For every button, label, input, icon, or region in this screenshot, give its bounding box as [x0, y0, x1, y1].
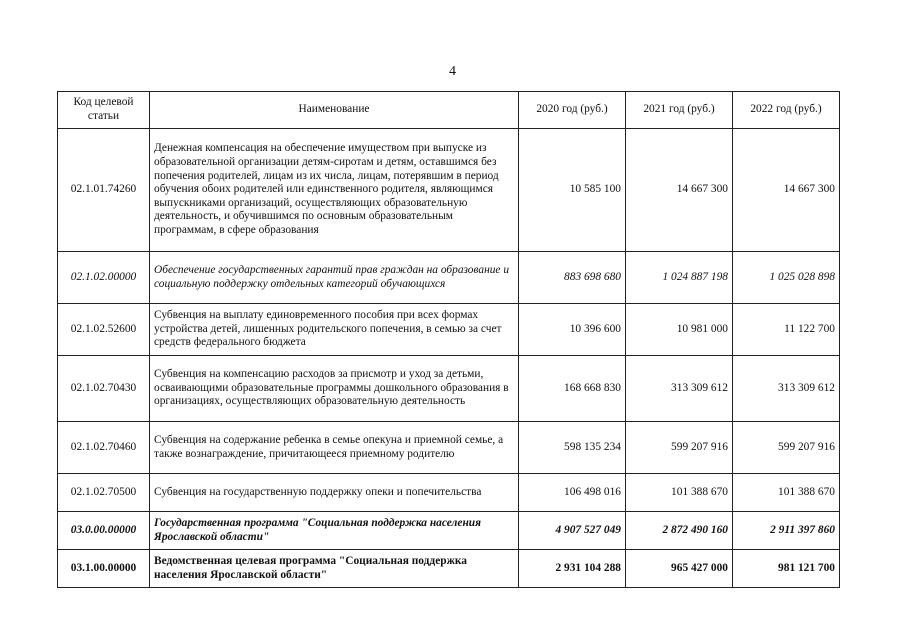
- row-value-2020: 2 931 104 288: [519, 550, 626, 588]
- row-code: 02.1.02.52600: [58, 304, 150, 356]
- header-2021: 2021 год (руб.): [626, 92, 733, 129]
- row-name: Обеспечение государственных гарантий прав граждан на образование и социальную поддержку отдельных категорий обучающихся: [150, 252, 519, 304]
- header-name: Наименование: [150, 92, 519, 129]
- row-value-2021: 965 427 000: [626, 550, 733, 588]
- budget-table: [57, 91, 840, 588]
- row-name: Субвенция на компенсацию расходов за присмотр и уход за детьми, осваивающими образовательные программы дошкольного образования в организациях, осуществляющих образовательную деятельность: [150, 356, 519, 422]
- row-code: 03.1.00.00000: [58, 550, 150, 588]
- header-2022: 2022 год (руб.): [733, 92, 840, 129]
- row-value-2021: 1 024 887 198: [626, 252, 733, 304]
- header-code: Код целевой статьи: [58, 92, 150, 129]
- row-code: 02.1.02.70430: [58, 356, 150, 422]
- row-value-2021: 2 872 490 160: [626, 512, 733, 550]
- row-value-2022: 14 667 300: [733, 129, 840, 252]
- table-row: [58, 252, 840, 304]
- table-row: [58, 356, 840, 422]
- row-value-2020: 10 585 100: [519, 129, 626, 252]
- row-value-2021: 14 667 300: [626, 129, 733, 252]
- row-name: Субвенция на содержание ребенка в семье опекуна и приемной семье, а также вознаграждение, причитающееся приемному родителю: [150, 422, 519, 474]
- row-value-2022: 2 911 397 860: [733, 512, 840, 550]
- row-value-2021: 10 981 000: [626, 304, 733, 356]
- row-value-2020: 10 396 600: [519, 304, 626, 356]
- row-value-2022: 1 025 028 898: [733, 252, 840, 304]
- row-name: Денежная компенсация на обеспечение имуществом при выпуске из образовательной организации детям-сиротам и детям, оставшимся без попечения родителей, лицам из их числа, лицам, потерявшим в период обучения обоих родителей или единственного родителя, являющимся выпускниками организаций, осуществляющих образовательную деятельность, и обучившимся по основным образовательным программам, в сфере образования: [150, 129, 519, 252]
- row-code: 02.1.02.00000: [58, 252, 150, 304]
- row-value-2020: 598 135 234: [519, 422, 626, 474]
- row-name: Субвенция на выплату единовременного пособия при всех формах устройства детей, лишенных родительского попечения, в семью за счет средств федерального бюджета: [150, 304, 519, 356]
- row-value-2021: 313 309 612: [626, 356, 733, 422]
- row-code: 03.0.00.00000: [58, 512, 150, 550]
- row-code: 02.1.02.70460: [58, 422, 150, 474]
- table-row: [58, 550, 840, 588]
- row-code: 02.1.01.74260: [58, 129, 150, 252]
- row-value-2022: 599 207 916: [733, 422, 840, 474]
- row-value-2022: 981 121 700: [733, 550, 840, 588]
- row-value-2020: 106 498 016: [519, 474, 626, 512]
- row-value-2021: 599 207 916: [626, 422, 733, 474]
- row-code: 02.1.02.70500: [58, 474, 150, 512]
- table-row: [58, 129, 840, 252]
- row-value-2022: 313 309 612: [733, 356, 840, 422]
- table-row: [58, 512, 840, 550]
- row-value-2020: 168 668 830: [519, 356, 626, 422]
- row-value-2020: 4 907 527 049: [519, 512, 626, 550]
- row-value-2021: 101 388 670: [626, 474, 733, 512]
- row-name: Субвенция на государственную поддержку опеки и попечительства: [150, 474, 519, 512]
- row-value-2020: 883 698 680: [519, 252, 626, 304]
- table-row: [58, 422, 840, 474]
- table-row: [58, 304, 840, 356]
- row-value-2022: 11 122 700: [733, 304, 840, 356]
- header-row: [58, 92, 840, 129]
- row-name: Государственная программа "Социальная поддержка населения Ярославской области": [150, 512, 519, 550]
- table-row: [58, 474, 840, 512]
- row-name: Ведомственная целевая программа "Социальная поддержка населения Ярославской области": [150, 550, 519, 588]
- header-2020: 2020 год (руб.): [519, 92, 626, 129]
- page-number: 4: [449, 64, 456, 79]
- row-value-2022: 101 388 670: [733, 474, 840, 512]
